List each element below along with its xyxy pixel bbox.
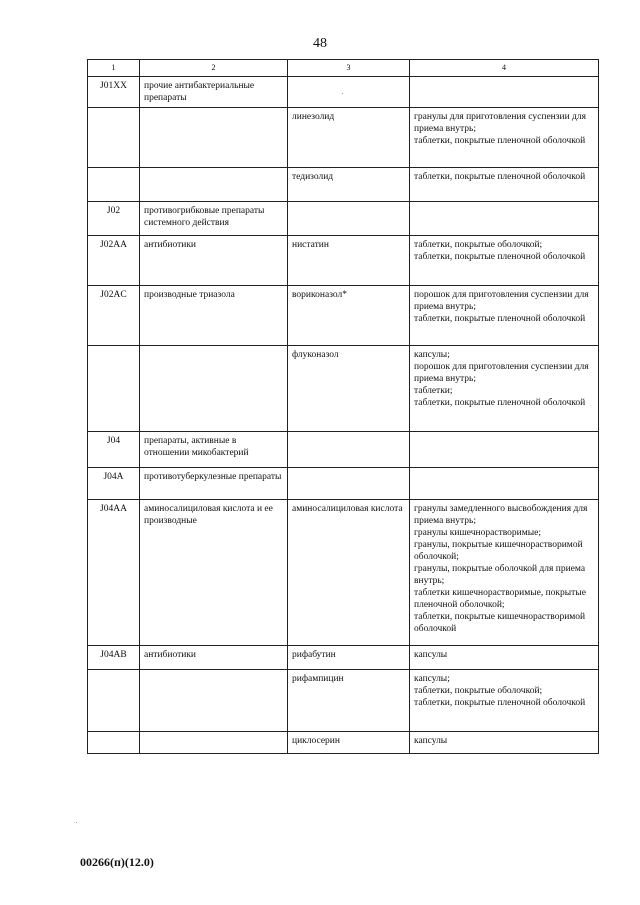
atc-code-cell: J04AB	[88, 646, 140, 670]
group-cell	[140, 168, 288, 202]
scan-speck	[342, 93, 343, 94]
atc-code-cell	[88, 108, 140, 168]
table-row	[88, 670, 599, 732]
column-header: 2	[140, 60, 288, 77]
table-row	[88, 236, 599, 286]
column-header: 4	[410, 60, 599, 77]
dosage-form-cell	[410, 432, 599, 468]
table-row	[88, 346, 599, 432]
drug-cell: линезолид	[288, 108, 410, 168]
group-cell: производные триазола	[140, 286, 288, 346]
atc-code-cell: J02AA	[88, 236, 140, 286]
drug-cell	[288, 77, 410, 108]
drug-cell	[288, 202, 410, 236]
dosage-form-cell: капсулы; таблетки, покрытые оболочкой; таблетки, покрытые пленочной оболочкой	[410, 670, 599, 732]
group-cell: противогрибковые препараты системного действия	[140, 202, 288, 236]
group-cell	[140, 108, 288, 168]
group-cell	[140, 732, 288, 754]
drug-cell: рифампицин	[288, 670, 410, 732]
atc-code-cell	[88, 670, 140, 732]
drug-cell: рифабутин	[288, 646, 410, 670]
scan-speck	[76, 822, 77, 823]
table-row	[88, 732, 599, 754]
dosage-form-cell: таблетки, покрытые оболочкой; таблетки, покрытые пленочной оболочкой	[410, 236, 599, 286]
group-cell	[140, 670, 288, 732]
drug-table	[87, 59, 599, 754]
table-row	[88, 286, 599, 346]
atc-code-cell: J04A	[88, 468, 140, 500]
table-row	[88, 646, 599, 670]
drug-cell: вориконазол*	[288, 286, 410, 346]
document-code: 00266(п)(12.0)	[80, 855, 154, 869]
dosage-form-cell	[410, 468, 599, 500]
group-cell: аминосалициловая кислота и ее производные	[140, 500, 288, 646]
drug-cell: нистатин	[288, 236, 410, 286]
drug-cell: флуконазол	[288, 346, 410, 432]
atc-code-cell: J04	[88, 432, 140, 468]
group-cell: противотуберкулезные препараты	[140, 468, 288, 500]
dosage-form-cell: порошок для приготовления суспензии для приема внутрь; таблетки, покрытые пленочной оболочкой	[410, 286, 599, 346]
atc-code-cell	[88, 732, 140, 754]
page-number: 48	[313, 36, 327, 51]
dosage-form-cell: гранулы замедленного высвобождения для приема внутрь; гранулы кишечнорастворимые; гранулы, покрытые кишечнорастворимой оболочкой; гранулы, покрытые оболочкой для приема внутрь; таблетки кишечнорастворимые, покрытые пленочной оболочкой; таблетки, покрытые кишечнорастворимой оболочкой	[410, 500, 599, 646]
atc-code-cell: J02AC	[88, 286, 140, 346]
dosage-form-cell	[410, 202, 599, 236]
drug-cell	[288, 468, 410, 500]
group-cell: антибиотики	[140, 646, 288, 670]
drug-cell	[288, 432, 410, 468]
dosage-form-cell: капсулы	[410, 646, 599, 670]
drug-cell: тедизолид	[288, 168, 410, 202]
group-cell: препараты, активные в отношении микобактерий	[140, 432, 288, 468]
dosage-form-cell: капсулы; порошок для приготовления суспензии для приема внутрь; таблетки; таблетки, покрытые пленочной оболочкой	[410, 346, 599, 432]
group-cell: прочие антибактериальные препараты	[140, 77, 288, 108]
drug-cell: циклосерин	[288, 732, 410, 754]
column-header: 1	[88, 60, 140, 77]
group-cell: антибиотики	[140, 236, 288, 286]
table-row	[88, 468, 599, 500]
table-row	[88, 77, 599, 108]
table-row	[88, 432, 599, 468]
atc-code-cell	[88, 168, 140, 202]
drug-cell: аминосалициловая кислота	[288, 500, 410, 646]
table-header-row	[88, 60, 599, 77]
dosage-form-cell: капсулы	[410, 732, 599, 754]
atc-code-cell: J04AA	[88, 500, 140, 646]
dosage-form-cell	[410, 77, 599, 108]
dosage-form-cell: гранулы для приготовления суспензии для приема внутрь; таблетки, покрытые пленочной оболочкой	[410, 108, 599, 168]
atc-code-cell	[88, 346, 140, 432]
table-row	[88, 168, 599, 202]
table-row	[88, 108, 599, 168]
atc-code-cell: J02	[88, 202, 140, 236]
dosage-form-cell: таблетки, покрытые пленочной оболочкой	[410, 168, 599, 202]
table-row	[88, 202, 599, 236]
atc-code-cell: J01XX	[88, 77, 140, 108]
table-row	[88, 500, 599, 646]
column-header: 3	[288, 60, 410, 77]
group-cell	[140, 346, 288, 432]
